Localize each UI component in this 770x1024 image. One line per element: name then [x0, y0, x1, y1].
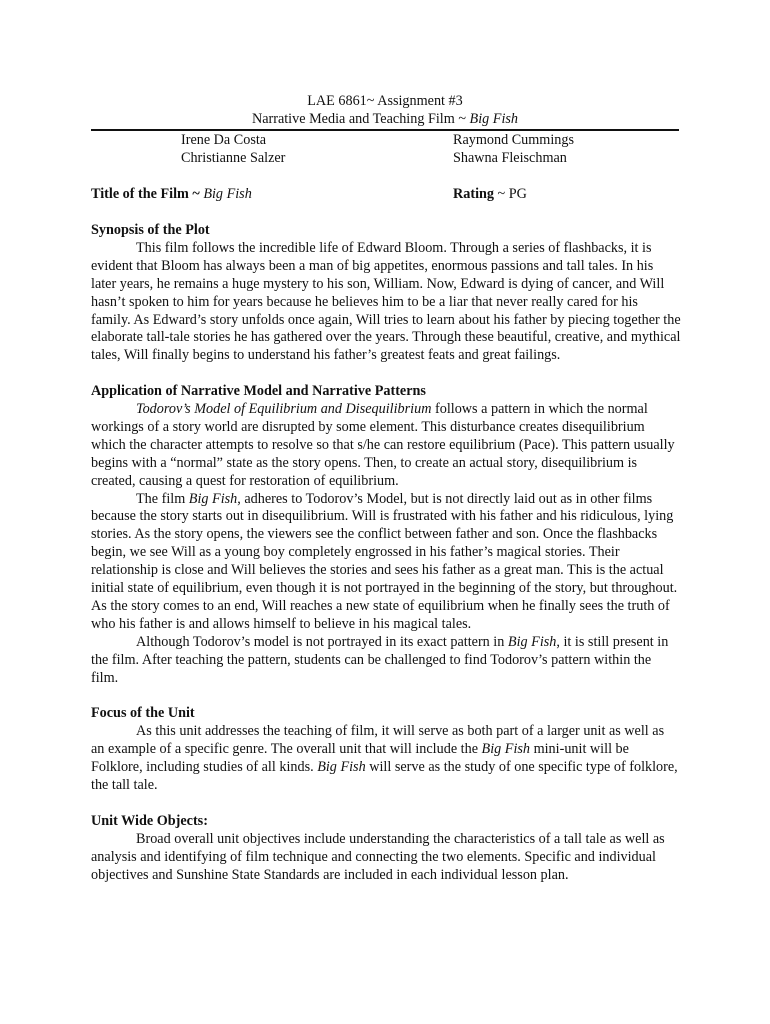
author-name: Shawna Fleischman [453, 149, 567, 166]
author-name: Christianne Salzer [181, 149, 286, 166]
synopsis-heading: Synopsis of the Plot [91, 222, 210, 238]
document-body [91, 222, 681, 884]
author-name: Irene Da Costa [181, 132, 267, 148]
application-paragraph: Todorov’s Model of Equilibrium and Disequilibrium follows a pattern in which the normal workings of a story world are disrupted by some element. This disturbance creates disequilibrium which the character attempts to resolve so that s/he can restore equilibrium (Pace). This pattern usually begins with a “normal” state as the story opens. Then, to create an actual story, disequilibrium is created, causing a quest for restoration of equilibrium. [91, 401, 675, 489]
focus-paragraph: As this unit addresses the teaching of film, it will serve as both part of a larger unit as well as an example of a specific genre. The overall unit that will include the Big Fish mini-unit will be Folklore, including studies of all kinds. Big Fish will serve as the study of one specific type of folklore, the tall tale. [91, 723, 678, 794]
assignment-title: LAE 6861~ Assignment #3 [307, 93, 463, 109]
film-rating: Rating ~ PG [453, 186, 527, 202]
application-paragraph: The film Big Fish, adheres to Todorov’s Model, but is not directly laid out as in other films because the story starts out in disequilibrium. Will is frustrated with his father and his ridiculous, lying stories. As the story opens, the viewers see the conflict between father and son. Once the flashbacks begin, we see Will as a young boy completely engrossed in his father’s magical stories. Their relationship is close and Will believes the stories and sees his father as a great man. This is the actual initial state of equilibrium, even though it is not portrayed in the beginning of the story, but throughout. As the story comes to an end, Will reaches a new state of equilibrium when he finally sees the truth of who his father is and allows himself to believe in his magical tales. [91, 490, 678, 632]
objectives-heading: Unit Wide Objects: [91, 812, 208, 829]
film-info-line [91, 186, 679, 204]
author-list [181, 132, 601, 168]
objectives-paragraph: Broad overall unit objectives include understanding the characteristics of a tall tale as well as analysis and identifying of film technique and connecting the two elements. Specific and individual objectives and Sunshine State Standards are included in each individual lesson plan. [91, 830, 665, 883]
focus-heading: Focus of the Unit [91, 705, 195, 722]
synopsis-paragraph: This film follows the incredible life of Edward Bloom. Through a series of flashbacks, it is evident that Bloom has always been a man of big appetites, enormous passions and tall tales. In his later years, he remains a huge mystery to his son, William. Now, Edward is dying of cancer, and Will hasn’t spoken to him for years because he believes him to be a liar that never really cared for his family. As Edward’s story unfolds once again, Will tries to learn about his father by piecing together the elaborate tall-tale stories he has gathered over the years. Through these beautiful, creative, and mythical tales, Will finally begins to understand his father’s greatest feats and great failings. [91, 239, 681, 364]
document-header [91, 93, 679, 129]
application-paragraph: Although Todorov’s model is not portrayed in its exact pattern in Big Fish, it is still present in the film. After teaching the pattern, students can be challenged to find Todorov’s pattern within the film. [91, 633, 669, 686]
application-heading: Application of Narrative Model and Narrative Patterns [91, 383, 426, 400]
course-subtitle: Narrative Media and Teaching Film ~ Big Fish [251, 110, 519, 127]
header-rule [91, 129, 679, 131]
author-name: Raymond Cummings [453, 132, 574, 148]
film-title: Title of the Film ~ Big Fish [91, 186, 252, 202]
